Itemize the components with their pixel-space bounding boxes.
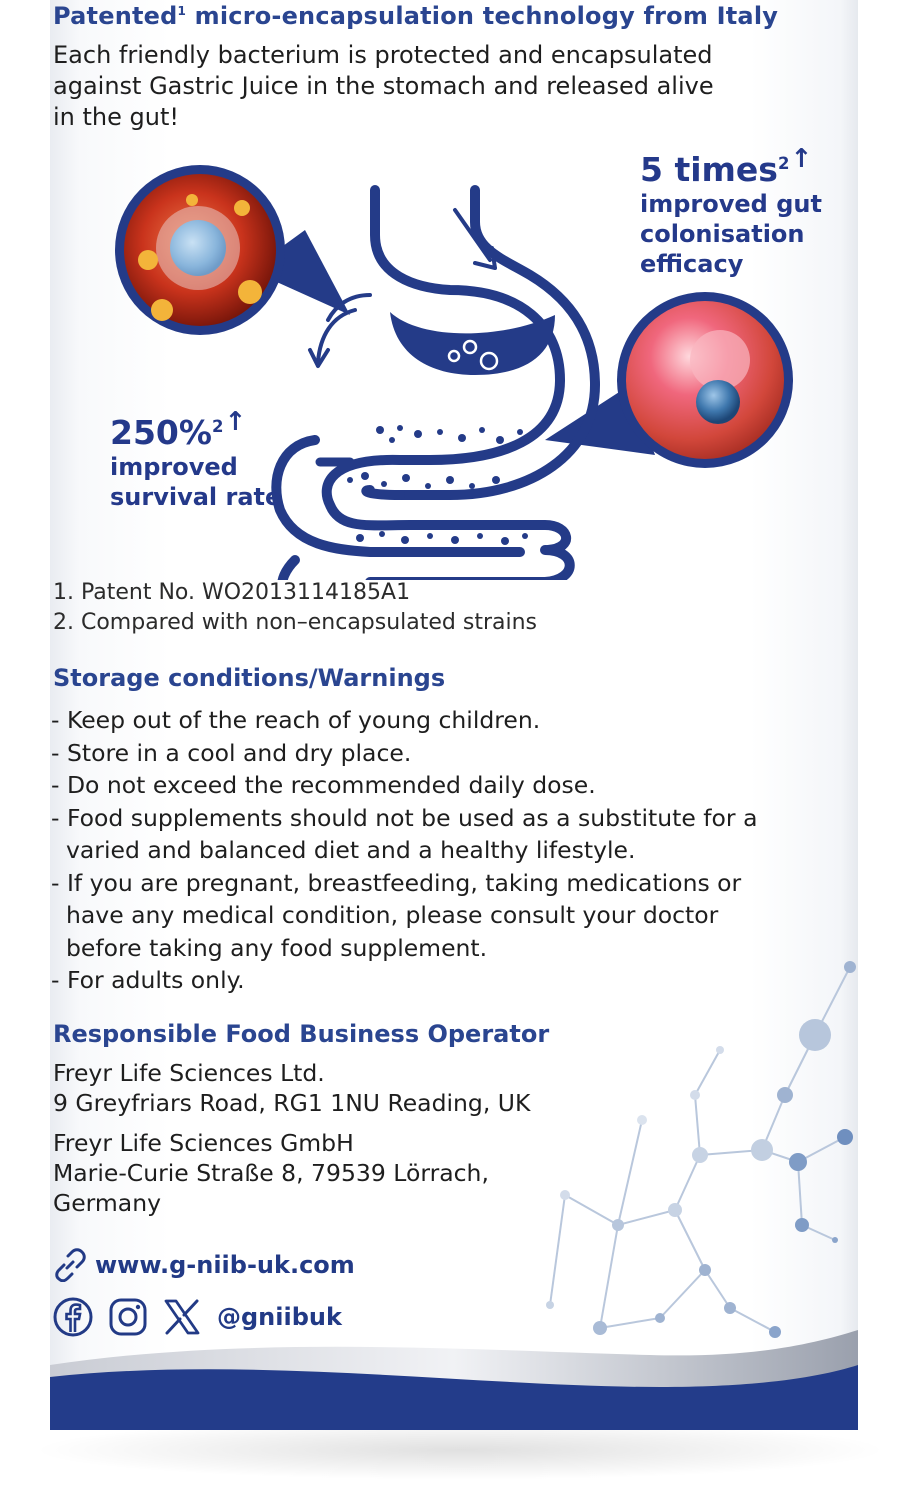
footnotes xyxy=(53,578,537,638)
social-handle[interactable]: @gniibuk xyxy=(217,1303,342,1331)
bottom-wave-decoration xyxy=(50,1325,858,1430)
website-link[interactable]: www.g-niib-uk.com xyxy=(53,1248,355,1282)
link-icon xyxy=(53,1248,87,1282)
facebook-icon[interactable] xyxy=(52,1296,94,1338)
molecule-network-decoration xyxy=(530,940,858,1370)
instagram-icon[interactable] xyxy=(107,1296,149,1338)
list-item: - Food supplements should not be used as a substitute for a varied and balanced diet and a healthy lifestyle. xyxy=(51,803,758,864)
technology-heading: Patented$^1$ micro-encapsulation technology from Italy xyxy=(53,2,779,30)
storage-heading: Storage conditions/Warnings xyxy=(53,664,446,692)
operator-heading: Responsible Food Business Operator xyxy=(53,1020,550,1048)
social-links xyxy=(52,1296,342,1338)
list-item: - If you are pregnant, breastfeeding, taking medications or have any medical condition, please consult your doctor before taking any food supplement. xyxy=(51,868,742,962)
uk-address: Freyr Life Sciences Ltd. 9 Greyfriars Road, RG1 1NU Reading, UK xyxy=(53,1059,531,1117)
survival-stat: 250%$^{2↑}$ improved survival rate xyxy=(110,407,282,511)
list-item: - Store in a cool and dry place. xyxy=(51,738,412,767)
intro-text: Each friendly bacterium is protected and encapsulated against Gastric Juice in the stomach and released alive in the gut! xyxy=(53,41,714,131)
list-item: - For adults only. xyxy=(51,966,245,994)
list-item: - Do not exceed the recommended daily dose. xyxy=(51,771,596,799)
colonisation-stat: 5 times$^{2↑}$ improved gut colonisation efficacy xyxy=(640,144,822,278)
footnote: 1. Patent No. WO2013114185A1 xyxy=(53,580,411,605)
de-address: Freyr Life Sciences GmbH Marie-Curie Straße 8, 79539 Lörrach, Germany xyxy=(53,1129,489,1217)
footnote: 2. Compared with non–encapsulated strains xyxy=(53,610,538,635)
encapsulated-bacterium-closeup xyxy=(115,165,350,335)
x-icon[interactable] xyxy=(162,1297,202,1337)
list-item: - Keep out of the reach of young children. xyxy=(51,706,541,734)
warnings-list xyxy=(51,704,771,997)
